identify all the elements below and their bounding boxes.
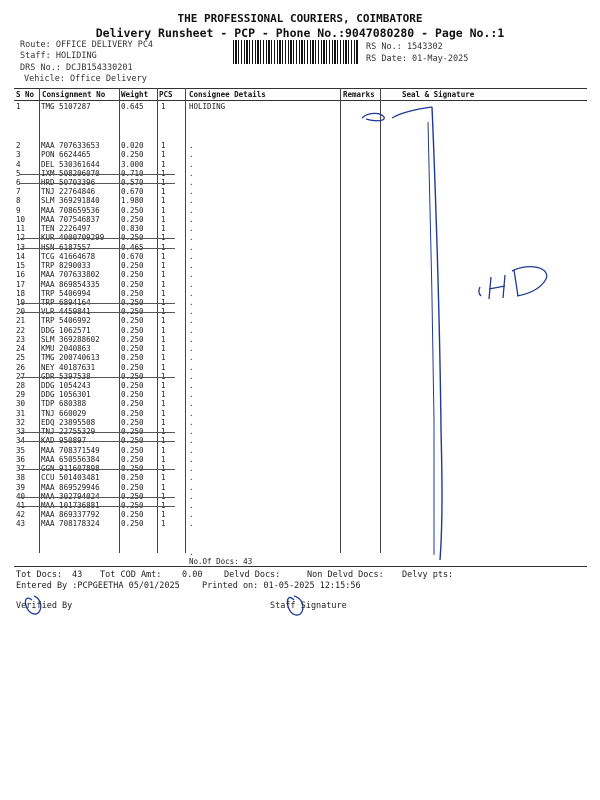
weight-value: 0.570 (121, 177, 144, 187)
weight-value: 0.250 (121, 297, 144, 307)
weight-value: 0.250 (121, 233, 144, 243)
consignee-details: . (189, 334, 194, 344)
vehicle-text: Vehicle: Office Delivery (24, 74, 147, 84)
weight-value: 0.250 (121, 464, 144, 474)
pieces-count: 1 (161, 510, 166, 520)
serial-number: 14 (16, 251, 26, 261)
consignee-details: . (189, 261, 194, 270)
consignee-details: . (189, 150, 194, 160)
pieces-count: 1 (161, 251, 166, 261)
pieces-count: 1 (161, 214, 166, 224)
serial-number: 15 (16, 261, 26, 270)
consignment-number: GDR 5397538 (41, 371, 91, 381)
weight-value: 0.250 (121, 436, 144, 446)
consignment-number: HSN 6187557 (41, 242, 91, 252)
pieces-count: 1 (161, 233, 166, 243)
weight-value: 0.250 (121, 316, 144, 326)
consignee-details: . (189, 177, 194, 187)
consignee-details: . (189, 464, 194, 474)
serial-number: 41 (16, 501, 26, 510)
serial-number: 8 (16, 196, 21, 206)
consignment-number: PON 6624465 (41, 150, 91, 160)
consignment-number: TMG 200740613 (41, 353, 100, 363)
consignment-number: DDG 1062571 (41, 325, 91, 335)
serial-number: 22 (16, 325, 26, 335)
consignment-number: TRP 6894164 (41, 297, 91, 307)
serial-number: 40 (16, 491, 26, 501)
serial-number: 29 (16, 390, 26, 400)
consignee-details: . (189, 473, 194, 483)
weight-value: 0.250 (121, 399, 144, 409)
pieces-count: 1 (161, 325, 166, 335)
pieces-count: 1 (161, 205, 166, 215)
consignee-details: . (189, 510, 194, 520)
serial-number: 21 (16, 316, 26, 326)
serial-number: 30 (16, 399, 26, 409)
delvd-docs-label: Delvd Docs: (224, 570, 281, 580)
serial-number: 37 (16, 464, 26, 474)
tot-docs-label: Tot Docs: (16, 570, 63, 580)
weight-value: 0.250 (121, 408, 144, 418)
pieces-count: 1 (161, 307, 166, 317)
consignee-details: . (189, 325, 194, 335)
pieces-count: 1 (161, 196, 166, 206)
consignment-number: TNJ 22764846 (41, 187, 96, 197)
consignee-details: . (189, 353, 194, 363)
printed-on: Printed on: 01-05-2025 12:15:56 (202, 581, 361, 591)
col-header-sno: S No (16, 90, 35, 99)
serial-number: 25 (16, 353, 26, 363)
consignment-number: TDP 680388 (41, 399, 87, 409)
weight-value: 0.250 (121, 454, 144, 464)
pieces-count: 1 (161, 242, 166, 252)
consignment-number: TRP 5406992 (41, 316, 91, 326)
weight-value: 0.250 (121, 325, 144, 335)
serial-number: 32 (16, 417, 26, 427)
consignee-details: . (189, 159, 194, 169)
consignment-number: TNJ 660029 (41, 408, 87, 418)
consignee-details: . (189, 141, 194, 150)
consignment-number: SLM 369291840 (41, 196, 100, 206)
weight-value: 0.250 (121, 205, 144, 215)
drs-number: DRS No.: DCJB154330201 (20, 63, 133, 73)
pieces-count: 1 (161, 519, 166, 529)
weight-value: 0.670 (121, 187, 144, 197)
consignment-number: MAA 708659536 (41, 205, 100, 215)
consignee-details: . (189, 482, 194, 492)
consignment-number: IXM 508206070 (41, 168, 100, 178)
pieces-count: 1 (161, 445, 166, 455)
consignee-details: . (189, 362, 194, 372)
consignment-number: MAA 869854335 (41, 279, 100, 289)
weight-value: 0.250 (121, 417, 144, 427)
serial-number: 35 (16, 445, 26, 455)
consignee-details: . (189, 251, 194, 261)
consignee-details: . (189, 381, 194, 390)
serial-number: 39 (16, 482, 26, 492)
consignee-details: . (189, 445, 194, 455)
pieces-count: 1 (161, 399, 166, 409)
serial-number: 33 (16, 427, 26, 437)
pieces-count: 1 (161, 427, 166, 437)
pieces-count: 1 (161, 168, 166, 178)
tot-docs-value: 43 (72, 570, 83, 580)
pieces-count: 1 (161, 141, 166, 150)
serial-number: 36 (16, 454, 26, 464)
weight-value: 0.710 (121, 168, 144, 178)
consignee-details: . (189, 168, 194, 178)
serial-number: 20 (16, 307, 26, 317)
weight-value: 0.250 (121, 270, 144, 280)
consignment-number: MAA 707633653 (41, 141, 100, 150)
serial-number: 11 (16, 224, 26, 234)
consignment-number: EDQ 23895508 (41, 417, 96, 427)
consignee-details: . (189, 242, 194, 252)
weight-value: 0.250 (121, 288, 144, 298)
pieces-count: 1 (161, 102, 166, 111)
consignment-number: MAA 707633802 (41, 270, 100, 280)
consignment-number: TRP 8290033 (41, 261, 91, 270)
weight-value: 3.000 (121, 159, 144, 169)
pieces-count: 1 (161, 224, 166, 234)
pieces-count: 1 (161, 362, 166, 372)
serial-number: 5 (16, 168, 21, 178)
consignment-number: MAA 869337792 (41, 510, 100, 520)
serial-number: 9 (16, 205, 21, 215)
consignment-number: KMU 2040863 (41, 344, 91, 354)
pieces-count: 1 (161, 454, 166, 464)
col-header-weight: Weight (121, 90, 149, 99)
serial-number: 26 (16, 362, 26, 372)
pieces-count: 1 (161, 288, 166, 298)
consignment-number: TRP 5406994 (41, 288, 91, 298)
dot-marker: . (189, 548, 194, 557)
weight-value: 0.250 (121, 279, 144, 289)
consignment-number: MAA 707546837 (41, 214, 100, 224)
consignee-details: . (189, 224, 194, 234)
rs-number: RS No.: 1543302 (366, 42, 443, 52)
weight-value: 0.830 (121, 224, 144, 234)
col-header-consignment: Consignment No (42, 90, 106, 99)
consignee-details: . (189, 196, 194, 206)
pieces-count: 1 (161, 408, 166, 418)
weight-value: 0.645 (121, 102, 144, 111)
serial-number: 3 (16, 150, 21, 160)
weight-value: 0.250 (121, 482, 144, 492)
consignee-details: . (189, 399, 194, 409)
weight-value: 0.250 (121, 371, 144, 381)
verified-by-label: Verified By (16, 601, 73, 611)
col-header-pcs: PCS (159, 90, 173, 99)
consignee-details: . (189, 454, 194, 464)
consignee-details: . (189, 371, 194, 381)
consignment-number: CCU 501403481 (41, 473, 100, 483)
pieces-count: 1 (161, 390, 166, 400)
consignee-details: . (189, 344, 194, 354)
weight-value: 0.250 (121, 307, 144, 317)
consignment-number: DDG 1056301 (41, 390, 91, 400)
weight-value: 0.670 (121, 251, 144, 261)
weight-value: 0.250 (121, 214, 144, 224)
consignment-number: VLR 4459841 (41, 307, 91, 317)
col-header-remarks: Remarks (343, 90, 375, 99)
pieces-count: 1 (161, 417, 166, 427)
weight-value: 0.250 (121, 390, 144, 400)
serial-number: 10 (16, 214, 26, 224)
serial-number: 17 (16, 279, 26, 289)
delivery-points-label: Delvy pts: (402, 570, 454, 580)
consignee-details: . (189, 279, 194, 289)
serial-number: 6 (16, 177, 21, 187)
pieces-count: 1 (161, 279, 166, 289)
serial-number: 24 (16, 344, 26, 354)
serial-number: 19 (16, 297, 26, 307)
weight-value: 0.250 (121, 150, 144, 160)
weight-value: 0.020 (121, 141, 144, 150)
consignee-details: . (189, 297, 194, 307)
serial-number: 13 (16, 242, 26, 252)
consignment-number: MAA 650556384 (41, 454, 100, 464)
weight-value: 0.250 (121, 501, 144, 510)
serial-number: 2 (16, 141, 21, 150)
non-delvd-docs-label: Non Delvd Docs: (307, 570, 384, 580)
consignment-number: TMG 5107287 (41, 102, 91, 111)
pieces-count: 1 (161, 371, 166, 381)
pieces-count: 1 (161, 501, 166, 510)
weight-value: 0.250 (121, 334, 144, 344)
entered-by: Entered By :PCPGEETHA 05/01/2025 (16, 581, 180, 591)
pieces-count: 1 (161, 344, 166, 354)
tot-cod-value: 0.00 (182, 570, 203, 580)
pieces-count: 1 (161, 159, 166, 169)
weight-value: 0.250 (121, 427, 144, 437)
consignee-details: . (189, 214, 194, 224)
consignment-number: KUR 4000709299 (41, 233, 105, 243)
weight-value: 0.465 (121, 242, 144, 252)
weight-value: 1.980 (121, 196, 144, 206)
pieces-count: 1 (161, 473, 166, 483)
tot-cod-label: Tot COD Amt: (100, 570, 162, 580)
serial-number: 12 (16, 233, 26, 243)
serial-number: 28 (16, 381, 26, 390)
consignee-details: . (189, 187, 194, 197)
serial-number: 18 (16, 288, 26, 298)
weight-value: 0.250 (121, 445, 144, 455)
consignment-number: TNJ 22755329 (41, 427, 96, 437)
consignment-number: TCG 41664678 (41, 251, 96, 261)
consignment-number: MAA 708178324 (41, 519, 100, 529)
pieces-count: 1 (161, 270, 166, 280)
weight-value: 0.250 (121, 519, 144, 529)
consignment-number: MAA 708371549 (41, 445, 100, 455)
weight-value: 0.250 (121, 353, 144, 363)
weight-value: 0.250 (121, 362, 144, 372)
pieces-count: 1 (161, 353, 166, 363)
consignment-number: DDG 1054243 (41, 381, 91, 390)
pieces-count: 1 (161, 261, 166, 270)
consignee-details: . (189, 307, 194, 317)
serial-number: 27 (16, 371, 26, 381)
weight-value: 0.250 (121, 381, 144, 390)
pieces-count: 1 (161, 150, 166, 160)
consignee-details: . (189, 491, 194, 501)
pieces-count: 1 (161, 316, 166, 326)
consignee-details: . (189, 436, 194, 446)
consignment-number: SLM 369288602 (41, 334, 100, 344)
serial-number: 31 (16, 408, 26, 418)
consignee-details: . (189, 288, 194, 298)
serial-number: 4 (16, 159, 21, 169)
serial-number: 16 (16, 270, 26, 280)
consignee-details: HOLIDING (189, 102, 226, 111)
consignee-details: . (189, 390, 194, 400)
route-text: Route: OFFICE DELIVERY PC4 (20, 40, 154, 50)
consignment-number: TEN 2226497 (41, 224, 91, 234)
no-of-docs: No.Of Docs: 43 (189, 557, 253, 566)
weight-value: 0.250 (121, 510, 144, 520)
handwritten-remark (472, 273, 552, 299)
consignment-number: HRD 50703396 (41, 177, 96, 187)
pieces-count: 1 (161, 482, 166, 492)
consignee-details: . (189, 427, 194, 437)
pieces-count: 1 (161, 436, 166, 446)
serial-number: 42 (16, 510, 26, 520)
pieces-count: 1 (161, 297, 166, 307)
consignment-number: MAA 101736881 (41, 501, 100, 510)
weight-value: 0.250 (121, 491, 144, 501)
consignee-details: . (189, 205, 194, 215)
weight-value: 0.250 (121, 344, 144, 354)
weight-value: 0.250 (121, 261, 144, 270)
col-header-consignee: Consignee Details (189, 90, 266, 99)
company-name: THE PROFESSIONAL COURIERS, COIMBATORE (177, 12, 423, 25)
consignee-details: . (189, 519, 194, 529)
pieces-count: 1 (161, 177, 166, 187)
runsheet-title: Delivery Runsheet - PCP - Phone No.:9047080280 - Page No.:1 (95, 26, 505, 40)
serial-number: 34 (16, 436, 26, 446)
weight-value: 0.250 (121, 473, 144, 483)
pieces-count: 1 (161, 187, 166, 197)
staff-signature-label: Staff Signature (270, 601, 347, 611)
pieces-count: 1 (161, 381, 166, 390)
consignee-details: . (189, 408, 194, 418)
serial-number: 7 (16, 187, 21, 197)
consignment-number: DEL 530361644 (41, 159, 100, 169)
consignment-number: MAA 302794024 (41, 491, 100, 501)
consignee-details: . (189, 501, 194, 510)
serial-number: 38 (16, 473, 26, 483)
consignee-details: . (189, 417, 194, 427)
col-header-seal-signature: Seal & Signature (402, 90, 475, 99)
consignee-details: . (189, 316, 194, 326)
pieces-count: 1 (161, 464, 166, 474)
consignment-number: MAA 869529946 (41, 482, 100, 492)
consignment-number: NEY 40187631 (41, 362, 96, 372)
consignee-details: . (189, 233, 194, 243)
consignment-number: KAD 950897 (41, 436, 87, 446)
consignee-details: . (189, 270, 194, 280)
serial-number: 23 (16, 334, 26, 344)
pieces-count: 1 (161, 491, 166, 501)
consignment-number: GGN 911607898 (41, 464, 100, 474)
pieces-count: 1 (161, 334, 166, 344)
staff-text: Staff: HOLIDING (20, 51, 97, 61)
serial-number: 1 (16, 102, 21, 111)
serial-number: 43 (16, 519, 26, 529)
rs-date: RS Date: 01-May-2025 (366, 54, 469, 64)
